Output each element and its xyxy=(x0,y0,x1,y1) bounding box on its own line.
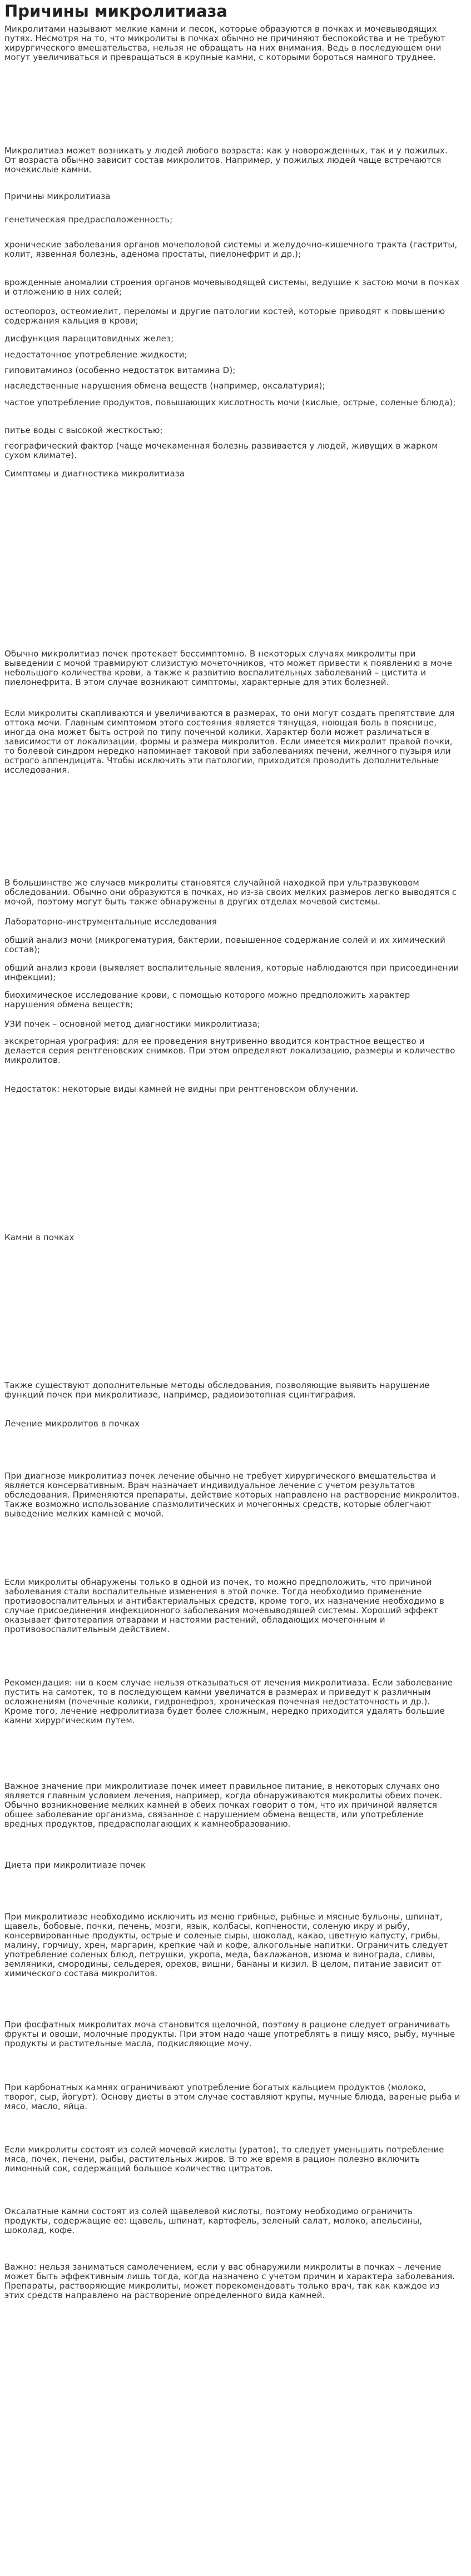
carbonate-paragraph: При карбонатных камнях ограничивают употребление богатых кальцием продуктов (молоко, творог, сыр, йогурт). Основу диеты в этом случае составляют крупы, мучные блюда, вареные рыба и мясо, масло, яйца. xyxy=(4,2082,460,2111)
treatment-paragraph: При диагнозе микролитиаз почек лечение обычно не требует хирургического вмешательства и является консервативным. Врач назначает индивидуальное лечение с учетом результатов обследования. Применяются препараты, действие которых направлено на растворение микролитов. Также возможно использование спазмолитических и мочегонных средств, которые облегчают выведение мелких камней с мочой. xyxy=(4,1471,460,1519)
diet-paragraph: При микролитиазе необходимо исключить из меню грибные, рыбные и мясные бульоны, шпинат, щавель, бобовые, почки, печень, мозги, язык, колбасы, копчености, соленую икру и рыбу, консервированные продукты, острые и соленые сыры, шоколад, какао, цветную капусту, грибы, малину, горчицу, хрен, маргарин, крепкие чай и кофе, алкогольные напитки. Ограничить следует употребление соленых блюд, петрушки, укропа, меда, баклажанов, изюма и винограда, сливы, земляники, смородины, сельдерея, орехов, вишни, бананы и кизил. В целом, питание зависит от химического состава микролитов. xyxy=(4,1912,449,1978)
one-kidney-paragraph: Если микролиты обнаружены только в одной из почек, то можно предположить, что причиной заболевания стали воспалительные изменения в этой почке. Тогда необходимо применение противовоспалительных и антибактериальных средств, кроме того, их назначение необходимо в случае присоединения инфекционного заболевания мочевыводящей системы. Хороший эффект оказывает фитотерапия отварами и настоями растений, обладающих мочегонным и противовоспалительным действием. xyxy=(4,1577,444,1634)
image-caption: Камни в почках xyxy=(4,1232,75,1242)
symptoms-paragraph: Обычно микролитиаз почек протекает бессимптомно. В некоторых случаях микролиты при выведении с мочой травмируют слизистую мочеточников, что может привести к появлению в моче небольшого количества крови, а также к развитию воспалительных заболеваний – цистита и пиелонефрита. В этом случае возникают симптомы, характерные для этих болезней. xyxy=(4,649,453,687)
list-item: географический фактор (чаще мочекаменная болезнь развивается у людей, живущих в жарком сухом климате). xyxy=(4,441,438,460)
list-item: питье воды с высокой жесткостью; xyxy=(4,425,163,435)
recommendation-paragraph: Рекомендация: ни в коем случае нельзя отказываться от лечения микролитиаза. Если заболевание пустить на самотек, то в последующем камни увеличатся в размерах и приведут к различным осложнениям (почечные колики, гидронефроз, хроническая почечная недостаточность и др.). Кроме того, лечение нефролитиаза будет более сложным, нередко приходится удалять большие камни хирургическим путем. xyxy=(4,1678,453,1725)
section-heading-symptoms: Симптомы и диагностика микролитиаза xyxy=(4,469,185,479)
phosphate-paragraph: При фосфатных микролитах моча становится щелочной, поэтому в рационе следует ограничивать фрукты и овощи, молочные продукты. При этом надо чаще употреблять в пищу мясо, рыбу, мучные продукты и растительные масла, подкисляющие мочу. xyxy=(4,2020,455,2048)
list-item: частое употребление продуктов, повышающих кислотность мочи (кислые, острые, соленые блюда); xyxy=(4,397,456,407)
age-paragraph: Микролитиаз может возникать у людей любого возраста: как у новорожденных, так и у пожилых. От возраста обычно зависит состав микролитов. Например, у пожилых людей чаще встречаются мочекислые камни. xyxy=(4,146,448,175)
oxalate-paragraph: Оксалатные камни состоят из солей щавелевой кислоты, поэтому необходимо ограничить продукты, содержащие ее: щавель, шпинат, картофель, зеленый салат, молоко, апельсины, шоколад, кофе. xyxy=(4,2206,423,2235)
list-item: УЗИ почек – основной метод диагностики микролитиаза; xyxy=(4,1019,261,1029)
list-item: экскреторная урография: для ее проведения внутривенно вводится контрастное вещество и делается серия рентгеновских снимков. При этом определяют локализацию, размеры и количество микролитов. xyxy=(4,1036,455,1065)
list-item: хронические заболевания органов мочеполовой системы и желудочно-кишечного тракта (гастриты, колит, язвенная болезнь, аденома простаты, пиелонефрит и др.); xyxy=(4,240,458,259)
list-item: дисфункция паращитовидных желез; xyxy=(4,334,174,344)
intro-paragraph: Микролитами называют мелкие камни и песок, которые образуются в почках и мочевыводящих путях. Несмотря на то, что микролиты в почках обычно не причиняют беспокойства и не требуют хирургического вмешательства, нельзя не обращать на них внимания. Ведь в последующем они могут увеличиваться и превращаться в крупные камни, с которыми бороться намного труднее. xyxy=(4,24,446,62)
section-heading-causes: Причины микролитиаза xyxy=(4,191,111,201)
list-item: общий анализ крови (выявляет воспалительные явления, которые наблюдаются при присоединении инфекции); xyxy=(4,963,459,982)
pain-paragraph: Если микролиты скапливаются и увеличиваются в размерах, то они могут создать препятствие для оттока мочи. Главным симптомом этого состояния является тянущая, ноющая боль в пояснице, иногда она может быть острой по типу почечной колики. Характер боли может различаться в зависимости от локализации, формы и размера микролитов. Если имеется микролит правой почки, то болевой синдром нередко напоминает таковой при заболеваниях печени, желчного пузыря или острого аппендицита. Чтобы исключить эти патологии, приходится проводить дополнительные исследования. xyxy=(4,708,455,775)
section-heading-lab: Лабораторно-инструментальные исследования xyxy=(4,917,217,927)
section-heading-treatment: Лечение микролитов в почках xyxy=(4,1419,140,1429)
list-item: недостаточное употребление жидкости; xyxy=(4,350,187,360)
nutrition-paragraph: Важное значение при микролитиазе почек имеет правильное питание, в некоторых случаях оно является главным условием лечения, например, когда обнаруживаются микролиты обеих почек. Обычно возникновение мелких камней в обеих почках говорит о том, что их причиной является общее заболевание организма, связанное с нарушением обмена веществ, или употребление вредных продуктов, предрасполагающих к камнеобразованию. xyxy=(4,1781,443,1829)
ultrasound-paragraph: В большинстве же случаев микролиты становятся случайной находкой при ультразвуковом обследовании. Обычно они образуются в почках, но из-за своих мелких размеров легко выводятся с мочой, поэтому могут быть также обнаружены в других отделах мочевой системы. xyxy=(4,878,457,907)
list-item: общий анализ мочи (микрогематурия, бактерии, повышенное содержание солей и их химический состав); xyxy=(4,935,445,954)
list-item: биохимическое исследование крови, с помощью которого можно предположить характер нарушения обмена веществ; xyxy=(4,990,410,1009)
section-heading-diet: Диета при микролитиазе почек xyxy=(4,1860,146,1870)
list-item: врожденные аномалии строения органов мочевыводящей системы, ведущие к застою мочи в почках и отложению в них солей; xyxy=(4,277,459,297)
list-item: остеопороз, остеомиелит, переломы и другие патологии костей, которые приводят к повышению содержания кальция в крови; xyxy=(4,306,445,326)
page-title: Причины микролитиаза xyxy=(4,2,228,21)
list-item: гиповитаминоз (особенно недостаток витамина D); xyxy=(4,365,236,375)
urate-paragraph: Если микролиты состоят из солей мочевой кислоты (уратов), то следует уменьшить потребление мяса, почек, печени, рыбы, растительных жиров. В то же время в рацион полезно включить лимонный сок, содержащий большое количество цитратов. xyxy=(4,2145,444,2174)
warning-paragraph: Важно: нельзя заниматься самолечением, если у вас обнаружили микролиты в почках – лечение может быть эффективным лишь тогда, когда назначено с учетом причин и характера заболевания. Препараты, растворяющие микролиты, может порекомендовать только врач, так как каждое из этих средств направлено на растворение определенного вида камней. xyxy=(4,2262,455,2300)
list-item: генетическая предрасположенность; xyxy=(4,215,173,225)
note-paragraph: Недостаток: некоторые виды камней не видны при рентгеновском облучении. xyxy=(4,1084,359,1094)
list-item: наследственные нарушения обмена веществ (например, оксалатурия); xyxy=(4,381,325,391)
extra-methods-paragraph: Также существуют дополнительные методы обследования, позволяющие выявить нарушение функций почек при микролитиазе, например, радиоизотопная сцинтиграфия. xyxy=(4,1380,430,1400)
